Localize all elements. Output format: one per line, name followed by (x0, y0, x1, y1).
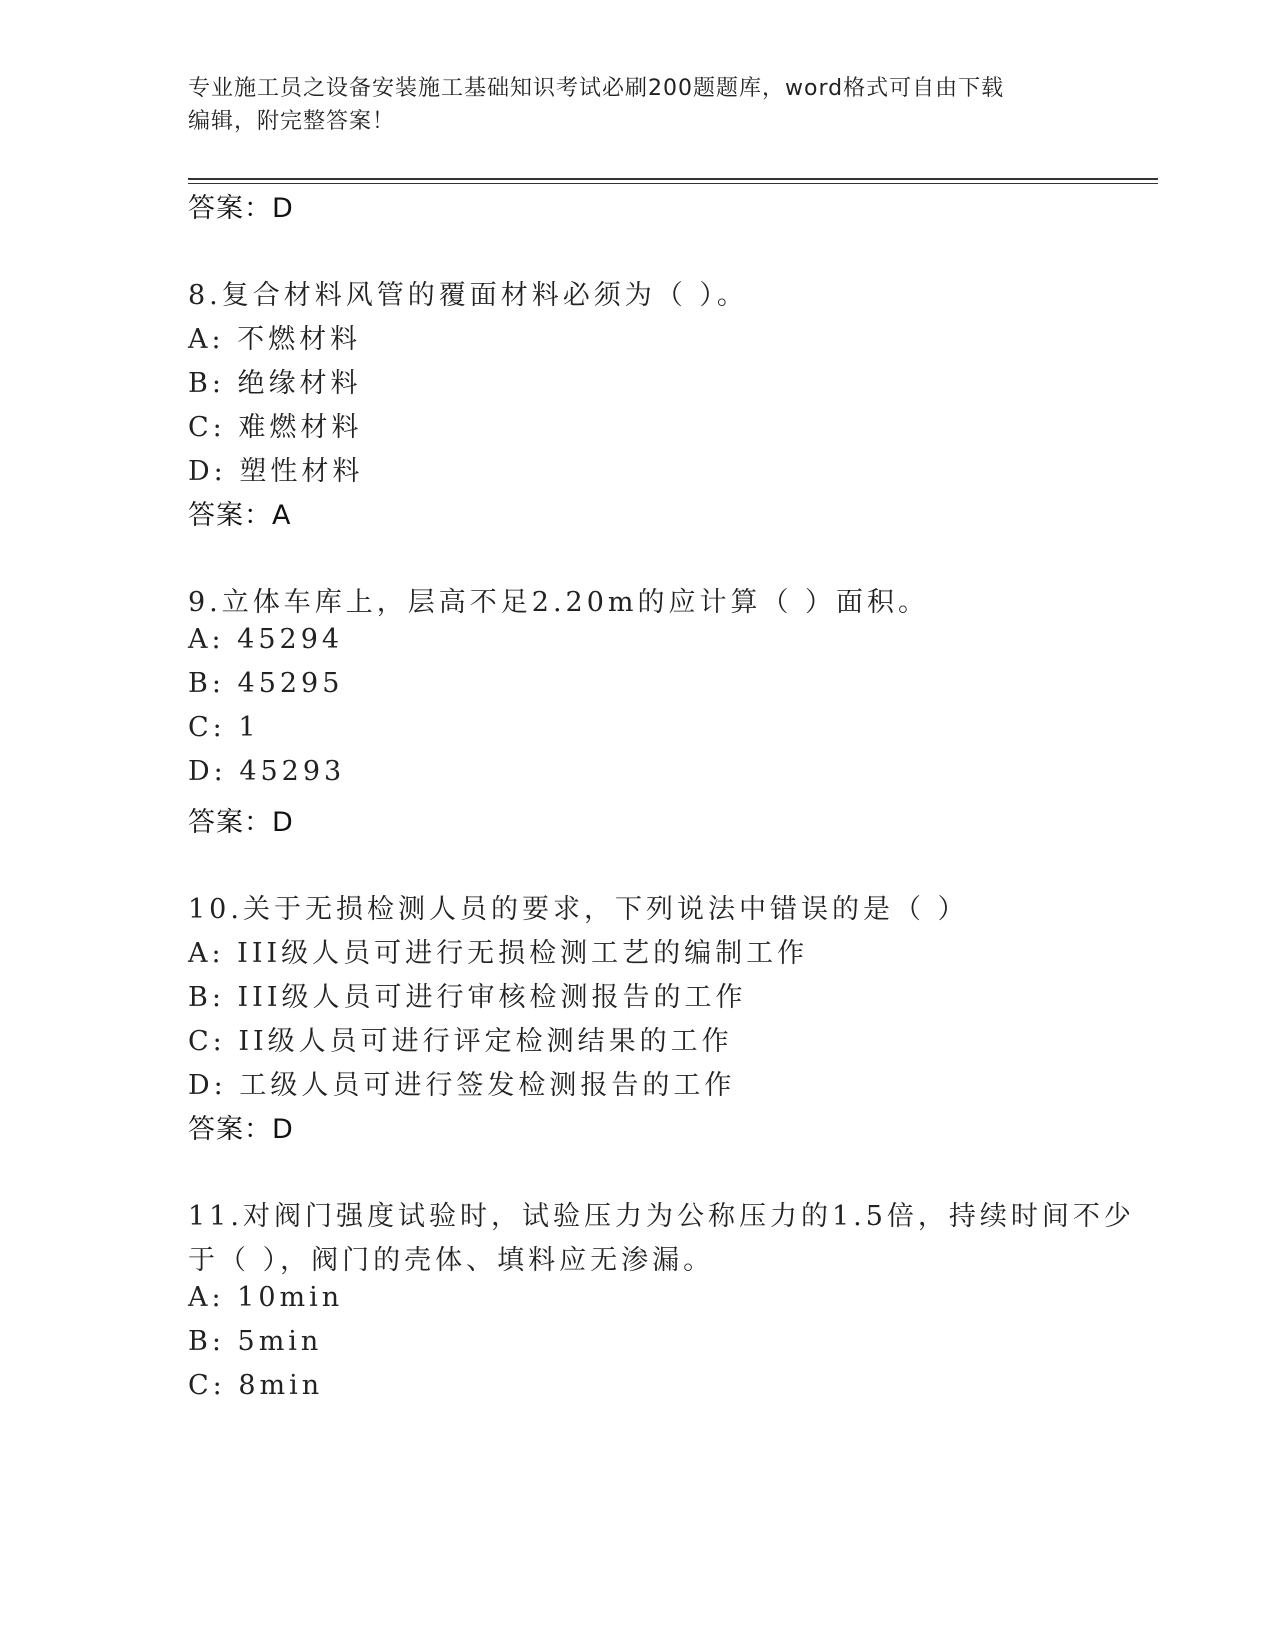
question-9-option-c: C: 1 (188, 712, 260, 743)
question-11-stem-line-2: 于（ ），阀门的壳体、填料应无渗漏。 (188, 1245, 715, 1276)
question-10-option-b: B: III级人员可进行审核检测报告的工作 (188, 982, 747, 1013)
question-10-option-d: D: 工级人员可进行签发检测报告的工作 (188, 1070, 736, 1101)
question-9-option-b: B: 45295 (188, 668, 344, 699)
question-11-option-c: C: 8min (188, 1370, 324, 1401)
previous-answer: 答案：D (188, 193, 294, 224)
document-header (188, 72, 1068, 138)
question-8-option-a: A: 不燃材料 (188, 324, 362, 355)
question-11-stem-line-1: 11.对阀门强度试验时，试验压力为公称压力的1.5倍，持续时间不少 (188, 1201, 1135, 1232)
question-8-option-b: B: 绝缘材料 (188, 368, 362, 399)
question-11-option-b: B: 5min (188, 1326, 323, 1357)
question-11-option-a: A: 10min (188, 1282, 344, 1313)
question-10-option-c: C: II级人员可进行评定检测结果的工作 (188, 1026, 733, 1057)
header-title-line-2: 编辑，附完整答案！ (188, 109, 396, 134)
question-10-stem: 10.关于无损检测人员的要求，下列说法中错误的是（ ） (188, 894, 969, 925)
header-divider-thick (188, 178, 1158, 180)
question-9-option-a: A: 45294 (188, 624, 344, 655)
question-10-option-a: A: III级人员可进行无损检测工艺的编制工作 (188, 938, 809, 969)
header-title-line-1: 专业施工员之设备安装施工基础知识考试必刷200题题库，word格式可自由下载 (188, 76, 1005, 101)
question-8-answer: 答案：A (188, 500, 292, 531)
header-divider-thin (188, 183, 1158, 184)
question-9-option-d: D: 45293 (188, 756, 346, 787)
question-9-answer: 答案：D (188, 807, 294, 838)
question-10-answer: 答案：D (188, 1114, 294, 1145)
question-8-option-d: D: 塑性材料 (188, 456, 364, 487)
question-9-stem: 9.立体车库上，层高不足2.20m的应计算（ ）面积。 (188, 587, 930, 618)
question-8-option-c: C: 难燃材料 (188, 412, 363, 443)
question-8-stem: 8.复合材料风管的覆面材料必须为（ ）。 (188, 280, 748, 311)
